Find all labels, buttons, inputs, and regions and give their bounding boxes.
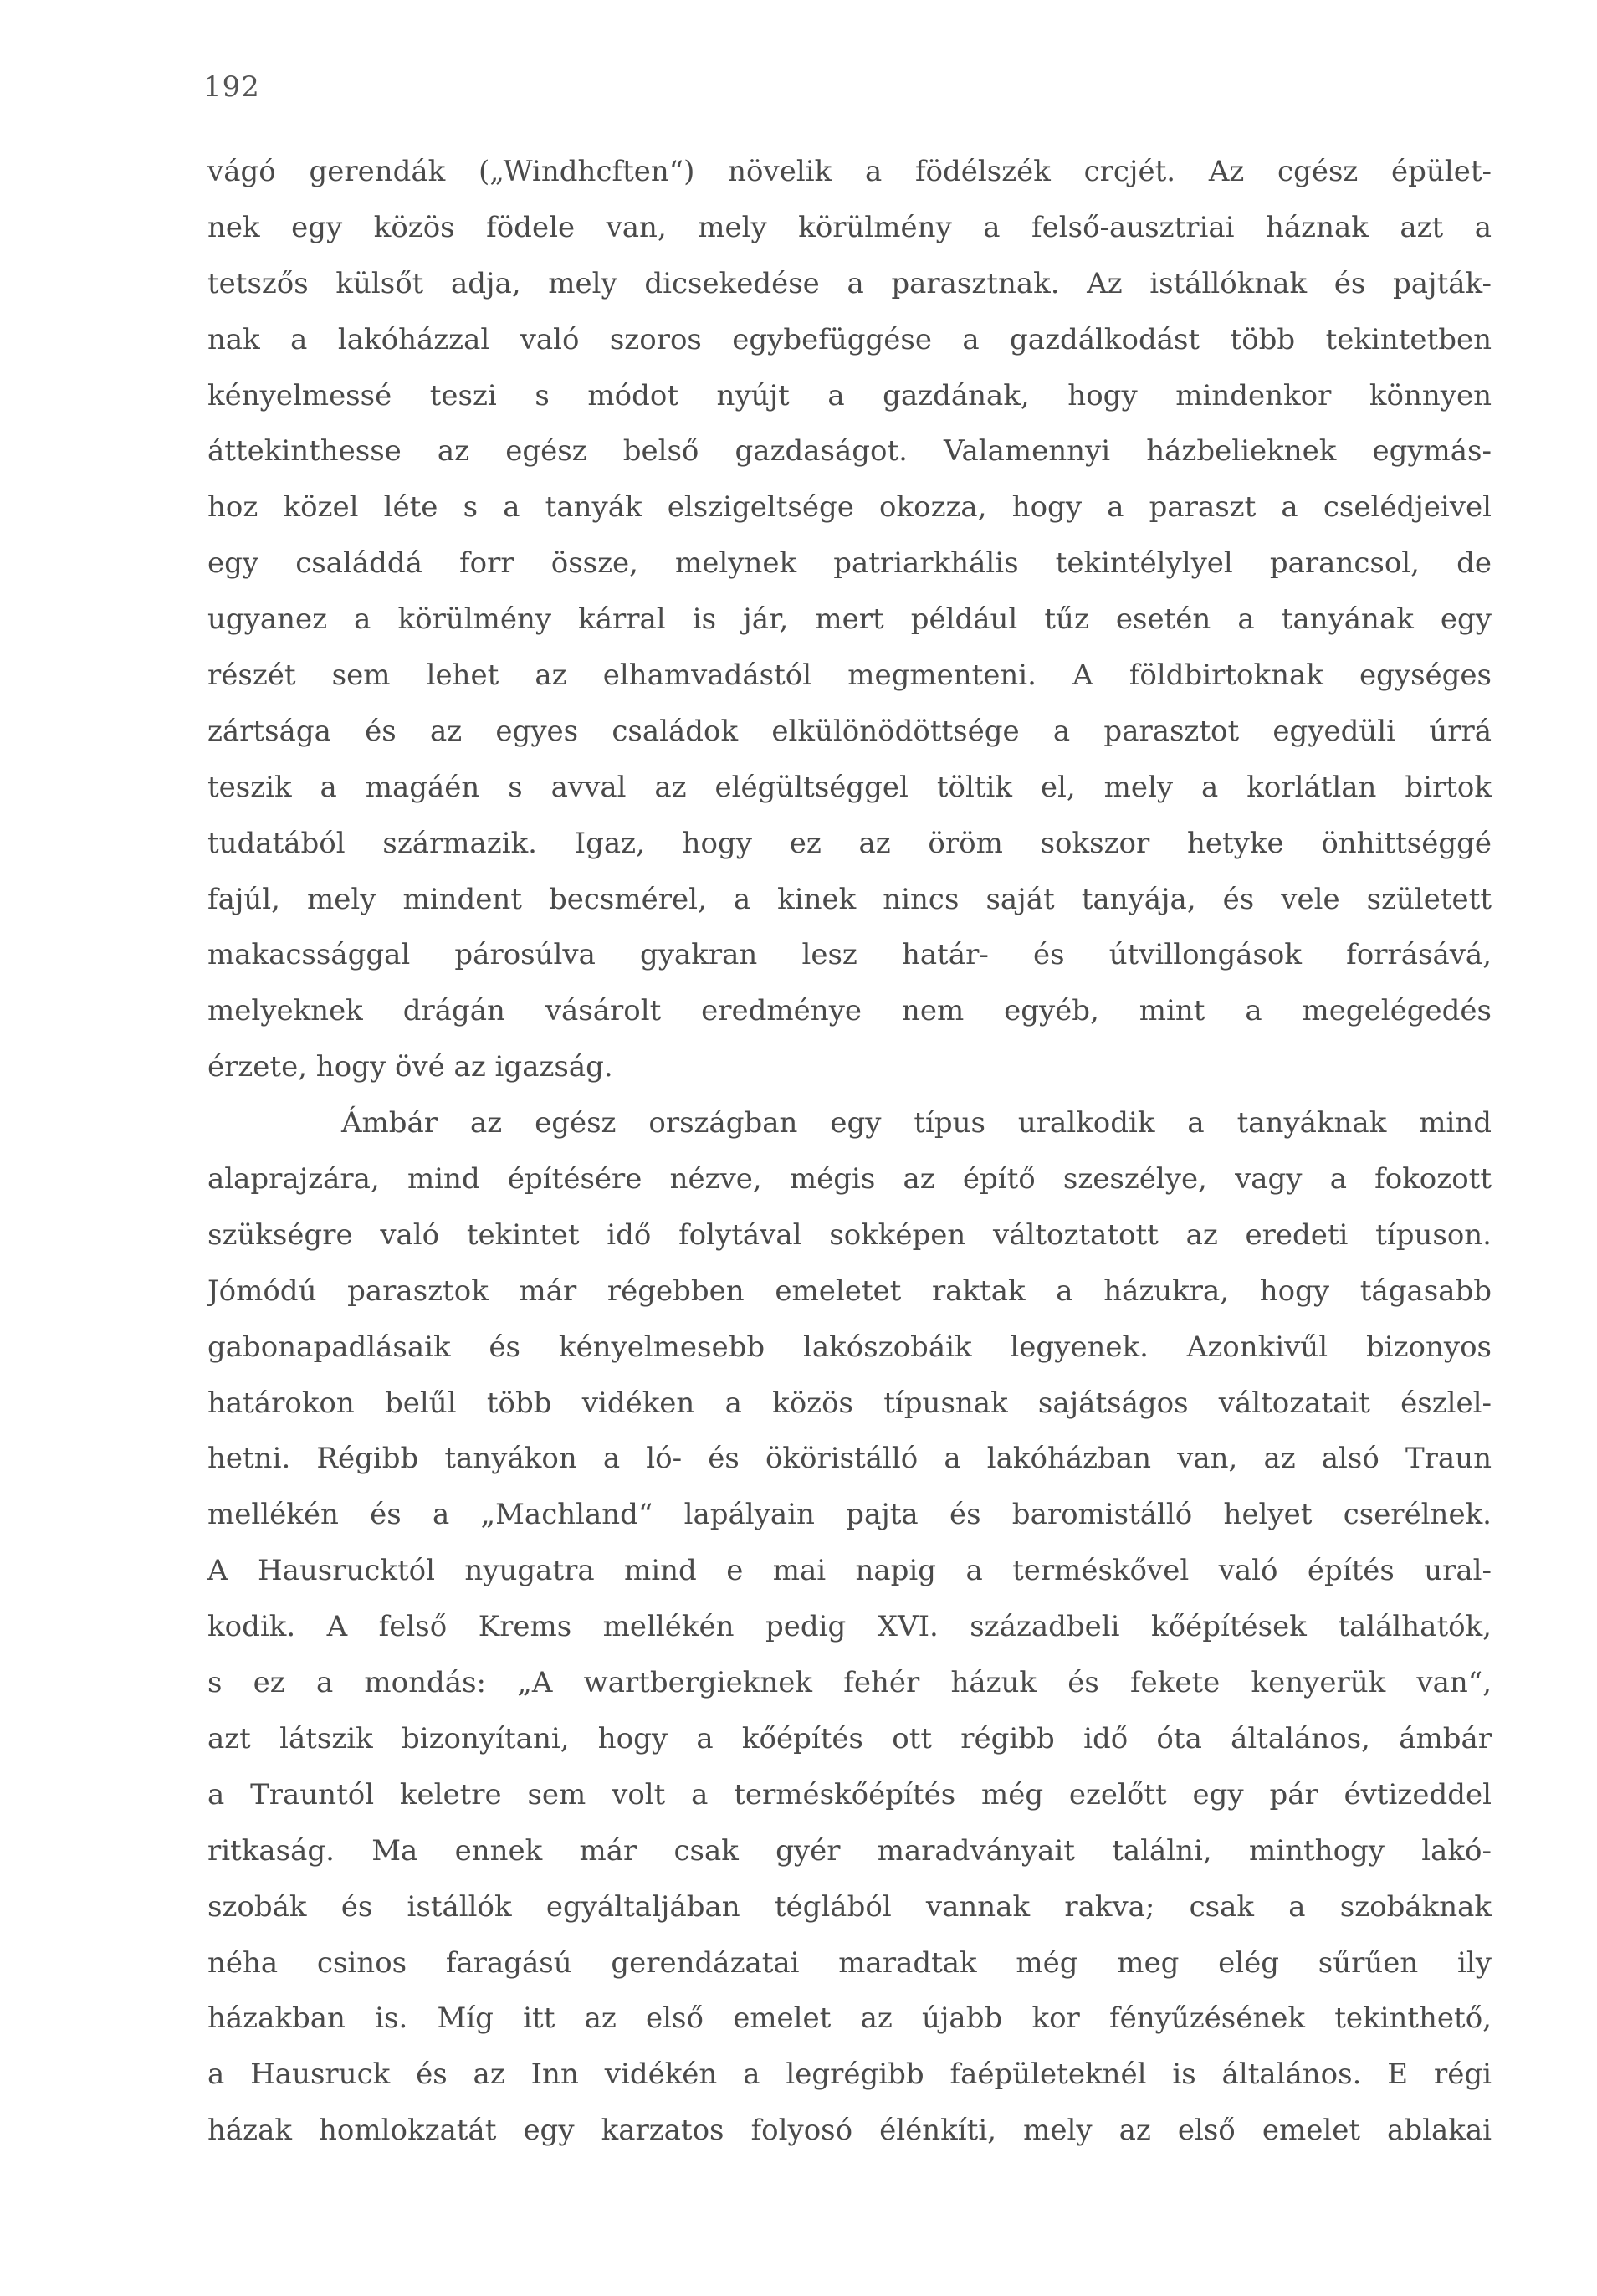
text-line: kényelmessé teszi s módot nyújt a gazdának, hogy mindenkor könnyen xyxy=(207,378,1492,413)
text-line: szükségre való tekintet idő folytával sokképen változtatott az eredeti típuson. xyxy=(207,1217,1492,1252)
text-line: tudatából származik. Igaz, hogy ez az öröm sokszor hetyke önhittséggé xyxy=(207,826,1492,860)
text-line: mellékén és a „Machland“ lapályain pajta és baromistálló helyet cserélnek. xyxy=(207,1498,1492,1532)
text-line: házak homlokzatát egy karzatos folyosó élénkíti, mely az első emelet ablakai xyxy=(207,2114,1492,2148)
text-line: a Trauntól keletre sem volt a terméskőépítés még ezelőtt egy pár évtizeddel xyxy=(207,1777,1492,1812)
text-line: ugyanez a körülmény kárral is jár, mert például tűz esetén a tanyának egy xyxy=(207,602,1492,637)
text-line: fajúl, mely mindent becsmérel, a kinek nincs saját tanyája, és vele született xyxy=(207,882,1492,916)
text-line: kodik. A felső Krems mellékén pedig XVI. századbeli kőépítések találhatók, xyxy=(207,1610,1492,1644)
text-line: hoz közel léte s a tanyák elszigeltsége okozza, hogy a paraszt a cselédjeivel xyxy=(207,490,1492,525)
text-line: nek egy közös födele van, mely körülmény a felső-ausztriai háznak azt a xyxy=(207,210,1492,244)
text-line: részét sem lehet az elhamvadástól megmenteni. A földbirtoknak egységes xyxy=(207,659,1492,693)
text-line: gabonapadlásaik és kényelmesebb lakószobáik legyenek. Azonkivűl bizonyos xyxy=(207,1330,1492,1364)
page-number: 192 xyxy=(203,70,260,104)
text-line: teszik a magáén s avval az elégültséggel töltik el, mely a korlátlan birtok xyxy=(207,770,1492,804)
text-line: zártsága és az egyes családok elkülönödöttsége a parasztot egyedüli úrrá xyxy=(207,714,1492,748)
paragraph-start-line: Ámbár az egész országban egy típus uralkodik a tanyáknak mind xyxy=(341,1106,1492,1140)
text-line: azt látszik bizonyítani, hogy a kőépítés ott régibb idő óta általános, ámbár xyxy=(207,1721,1492,1755)
text-line: alaprajzára, mind építésére nézve, mégis az építő szeszélye, vagy a fokozott xyxy=(207,1162,1492,1197)
body-text xyxy=(207,144,1492,2159)
text-line: tetszős külsőt adja, mely dicsekedése a parasztnak. Az istállóknak és pajták- xyxy=(207,266,1492,300)
text-line: határokon belűl több vidéken a közös típusnak sajátságos változatait észlel- xyxy=(207,1386,1492,1420)
text-line: szobák és istállók egyáltaljában téglából vannak rakva; csak a szobáknak xyxy=(207,1889,1492,1924)
paragraph-end-line: érzete, hogy övé az igazság. xyxy=(207,1050,613,1084)
text-line: Jómódú parasztok már régebben emeletet raktak a házukra, hogy tágasabb xyxy=(207,1274,1492,1308)
text-line: egy családdá forr össze, melynek patriarkhális tekintélylyel parancsol, de xyxy=(207,546,1492,581)
text-line: nak a lakóházzal való szoros egybefüggése a gazdálkodást több tekintetben xyxy=(207,322,1492,356)
text-line: A Hausrucktól nyugatra mind e mai napig a terméskővel való építés ural- xyxy=(207,1554,1492,1588)
text-line: házakban is. Míg itt az első emelet az újabb kor fényűzésének tekinthető, xyxy=(207,2001,1492,2036)
text-line: ritkaság. Ma ennek már csak gyér maradványait találni, minthogy lakó- xyxy=(207,1833,1492,1868)
text-line: melyeknek drágán vásárolt eredménye nem egyéb, mint a megelégedés xyxy=(207,994,1492,1028)
text-line: s ez a mondás: „A wartbergieknek fehér házuk és fekete kenyerük van“, xyxy=(207,1666,1492,1700)
text-line: áttekinthesse az egész belső gazdaságot. Valamennyi házbelieknek egymás- xyxy=(207,434,1492,469)
text-line: makacssággal párosúlva gyakran lesz határ- és útvillongások forrásává, xyxy=(207,938,1492,972)
text-line: néha csinos faragású gerendázatai maradtak még meg elég sűrűen ily xyxy=(207,1945,1492,1980)
text-line: vágó gerendák („Windhcften“) növelik a födélszék crcjét. Az cgész épület- xyxy=(207,155,1492,188)
text-line: a Hausruck és az Inn vidékén a legrégibb faépületeknél is általános. E régi xyxy=(207,2058,1492,2092)
text-line: hetni. Régibb tanyákon a ló- és ököristálló a lakóházban van, az alsó Traun xyxy=(207,1442,1492,1476)
